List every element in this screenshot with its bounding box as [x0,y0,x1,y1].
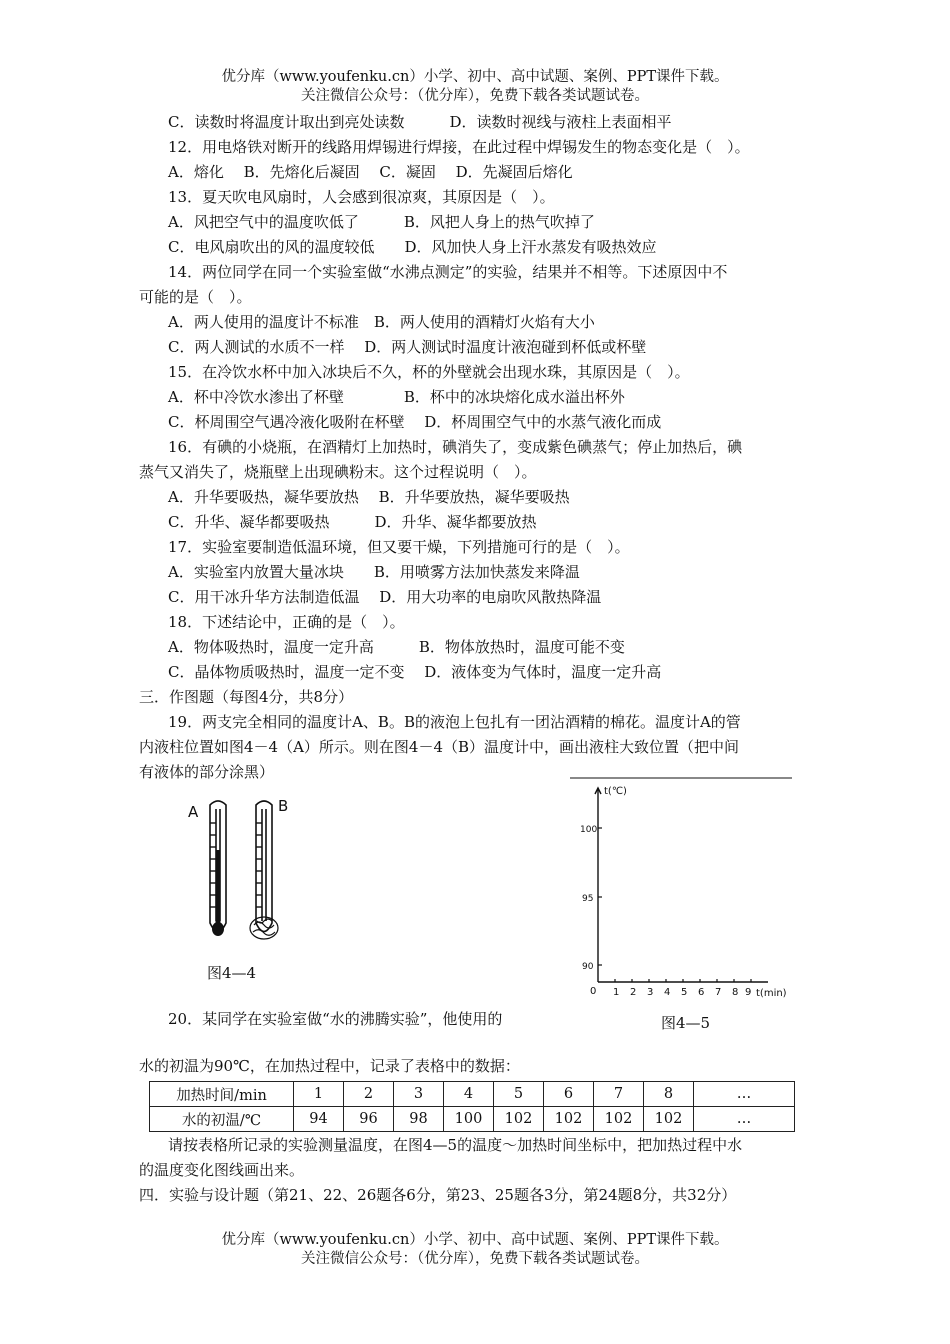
y-tick-95: 95 [582,894,594,904]
footer-line-1: 优分库（www.youfenku.cn）小学、初中、高中试题、案例、PPT课件下载。 [221,1232,729,1248]
time-cell: … [694,1082,795,1107]
time-cell: 4 [444,1082,494,1107]
q14-stem-1: 14．两位同学在同一个实验室做“水沸点测定”的实验，结果并不相等。下述原因中不 [168,263,728,281]
x-tick-5: 5 [681,987,688,998]
time-cell: 7 [594,1082,644,1107]
q15-options-ab: A．杯中冷饮水渗出了杯壁 B．杯中的冰块熔化成水溢出杯外 [168,388,625,406]
q14-options-cd: C．两人测试的水质不一样 D．两人测试时温度计液泡碰到杯低或杯壁 [168,338,647,356]
q13-options-ab: A．风把空气中的温度吹低了 B．风把人身上的热气吹掉了 [168,213,595,231]
time-cell: 8 [644,1082,694,1107]
q13-options-cd: C．电风扇吹出的风的温度较低 D．风加快人身上汗水蒸发有吸热效应 [168,238,657,256]
temp-cell: 96 [344,1107,394,1132]
thermometer-b-label: B [278,797,289,815]
q18-stem: 18．下述结论中，正确的是（ ）。 [168,613,405,631]
q19-stem-3: 有液体的部分涂黑） [139,763,275,781]
x-tick-6: 6 [698,987,705,998]
section-3-title: 三．作图题（每图4分，共8分） [139,688,354,706]
table-row-time [150,1082,795,1107]
time-cell: 3 [394,1082,444,1107]
time-cell: 2 [344,1082,394,1107]
q14-options-ab: A．两人使用的温度计不标准 B．两人使用的酒精灯火焰有大小 [168,313,595,331]
header-line-1: 优分库（www.youfenku.cn）小学、初中、高中试题、案例、PPT课件下载。 [221,69,729,85]
x-tick-2: 2 [630,987,637,998]
q18-options-ab: A．物体吸热时，温度一定升高 B．物体放热时，温度可能不变 [168,638,625,656]
temp-cell: 102 [544,1107,594,1132]
temp-cell: 94 [294,1107,344,1132]
temp-cell: 98 [394,1107,444,1132]
graph-y-label: t(℃) [604,786,627,797]
temp-cell: 102 [594,1107,644,1132]
thermometer-a-liquid [216,850,221,928]
figure-4-5-caption: 图4—5 [661,1014,711,1032]
q17-stem: 17．实验室要制造低温环境，但又要干燥，下列措施可行的是（ ）。 [168,538,630,556]
q16-options-cd: C．升华、凝华都要吸热 D．升华、凝华都要放热 [168,513,537,531]
temp-cell: 102 [494,1107,544,1132]
q14-stem-2: 可能的是（ ）。 [139,288,252,306]
q16-options-ab: A．升华要吸热，凝华要放热 B．升华要放热，凝华要吸热 [168,488,570,506]
row-label-time: 加热时间/min [150,1082,294,1107]
time-cell: 6 [544,1082,594,1107]
table-row-temp [150,1107,795,1132]
q13-stem: 13．夏天吹电风扇时，人会感到很凉爽，其原因是（ ）。 [168,188,555,206]
graph-origin: 0 [590,986,597,997]
q15-stem: 15．在冷饮水杯中加入冰块后不久，杯的外壁就会出现水珠，其原因是（ ）。 [168,363,690,381]
q17-options-ab: A．实验室内放置大量冰块 B．用喷雾方法加快蒸发来降温 [168,563,580,581]
figure-4-4-thermometers [180,795,310,955]
q18-options-cd: C．晶体物质吸热时，温度一定不变 D．液体变为气体时，温度一定升高 [168,663,662,681]
thermometer-a-label: A [188,803,199,821]
data-table [149,1081,795,1132]
figure-4-4-caption: 图4—4 [207,964,257,982]
q19-stem-2: 内液柱位置如图4－4（A）所示。则在图4－4（B）温度计中，画出液柱大致位置（把中间 [139,738,740,756]
q20-stem-1: 20．某同学在实验室做“水的沸腾实验”，他使用的 [168,1010,503,1028]
row-label-temp: 水的初温/℃ [150,1107,294,1132]
temp-cell: 102 [644,1107,694,1132]
q20-stem-2: 水的初温为90℃，在加热过程中，记录了表格中的数据： [139,1057,520,1075]
y-tick-100: 100 [580,825,598,835]
temp-cell: 100 [444,1107,494,1132]
time-cell: 1 [294,1082,344,1107]
figure-4-5-graph [570,776,810,1006]
q15-options-cd: C．杯周围空气遇冷液化吸附在杯壁 D．杯周围空气中的水蒸气液化而成 [168,413,662,431]
q19-stem-1: 19．两支完全相同的温度计A、B。B的液泡上包扎有一团沾酒精的棉花。温度计A的管 [168,713,741,731]
q17-options-cd: C．用干冰升华方法制造低温 D．用大功率的电扇吹风散热降温 [168,588,602,606]
q16-stem-1: 16．有碘的小烧瓶，在酒精灯上加热时，碘消失了，变成紫色碘蒸气；停止加热后，碘 [168,438,743,456]
temp-cell: … [694,1107,795,1132]
q20-instruction-2: 的温度变化图线画出来。 [139,1161,305,1179]
q12-options: A．熔化 B．先熔化后凝固 C．凝固 D．先凝固后熔化 [168,163,573,181]
time-cell: 5 [494,1082,544,1107]
y-tick-90: 90 [582,962,594,972]
q16-stem-2: 蒸气又消失了，烧瓶壁上出现碘粉末。这个过程说明（ ）。 [139,463,537,481]
x-tick-4: 4 [664,987,671,998]
footer-line-2: 关注微信公众号：（优分库），免费下载各类试题试卷。 [301,1251,649,1267]
graph-x-label: t(min) [756,988,787,999]
header-line-2: 关注微信公众号：（优分库），免费下载各类试题试卷。 [301,88,649,104]
x-tick-3: 3 [647,987,654,998]
section-4-title: 四．实验与设计题（第21、22、26题各6分，第23、25题各3分，第24题8分，共32分） [139,1186,737,1204]
x-tick-7: 7 [715,987,722,998]
q11-option-cd: C．读数时将温度计取出到亮处读数 D．读数时视线与液柱上表面相平 [168,113,672,131]
x-tick-8: 8 [732,987,739,998]
q20-instruction-1: 请按表格所记录的实验测量温度，在图4—5的温度～加热时间坐标中，把加热过程中水 [168,1136,743,1154]
x-tick-9: 9 [745,987,752,998]
q12-stem: 12．用电烙铁对断开的线路用焊锡进行焊接，在此过程中焊锡发生的物态变化是（ ）。 [168,138,750,156]
x-tick-1: 1 [613,987,620,998]
